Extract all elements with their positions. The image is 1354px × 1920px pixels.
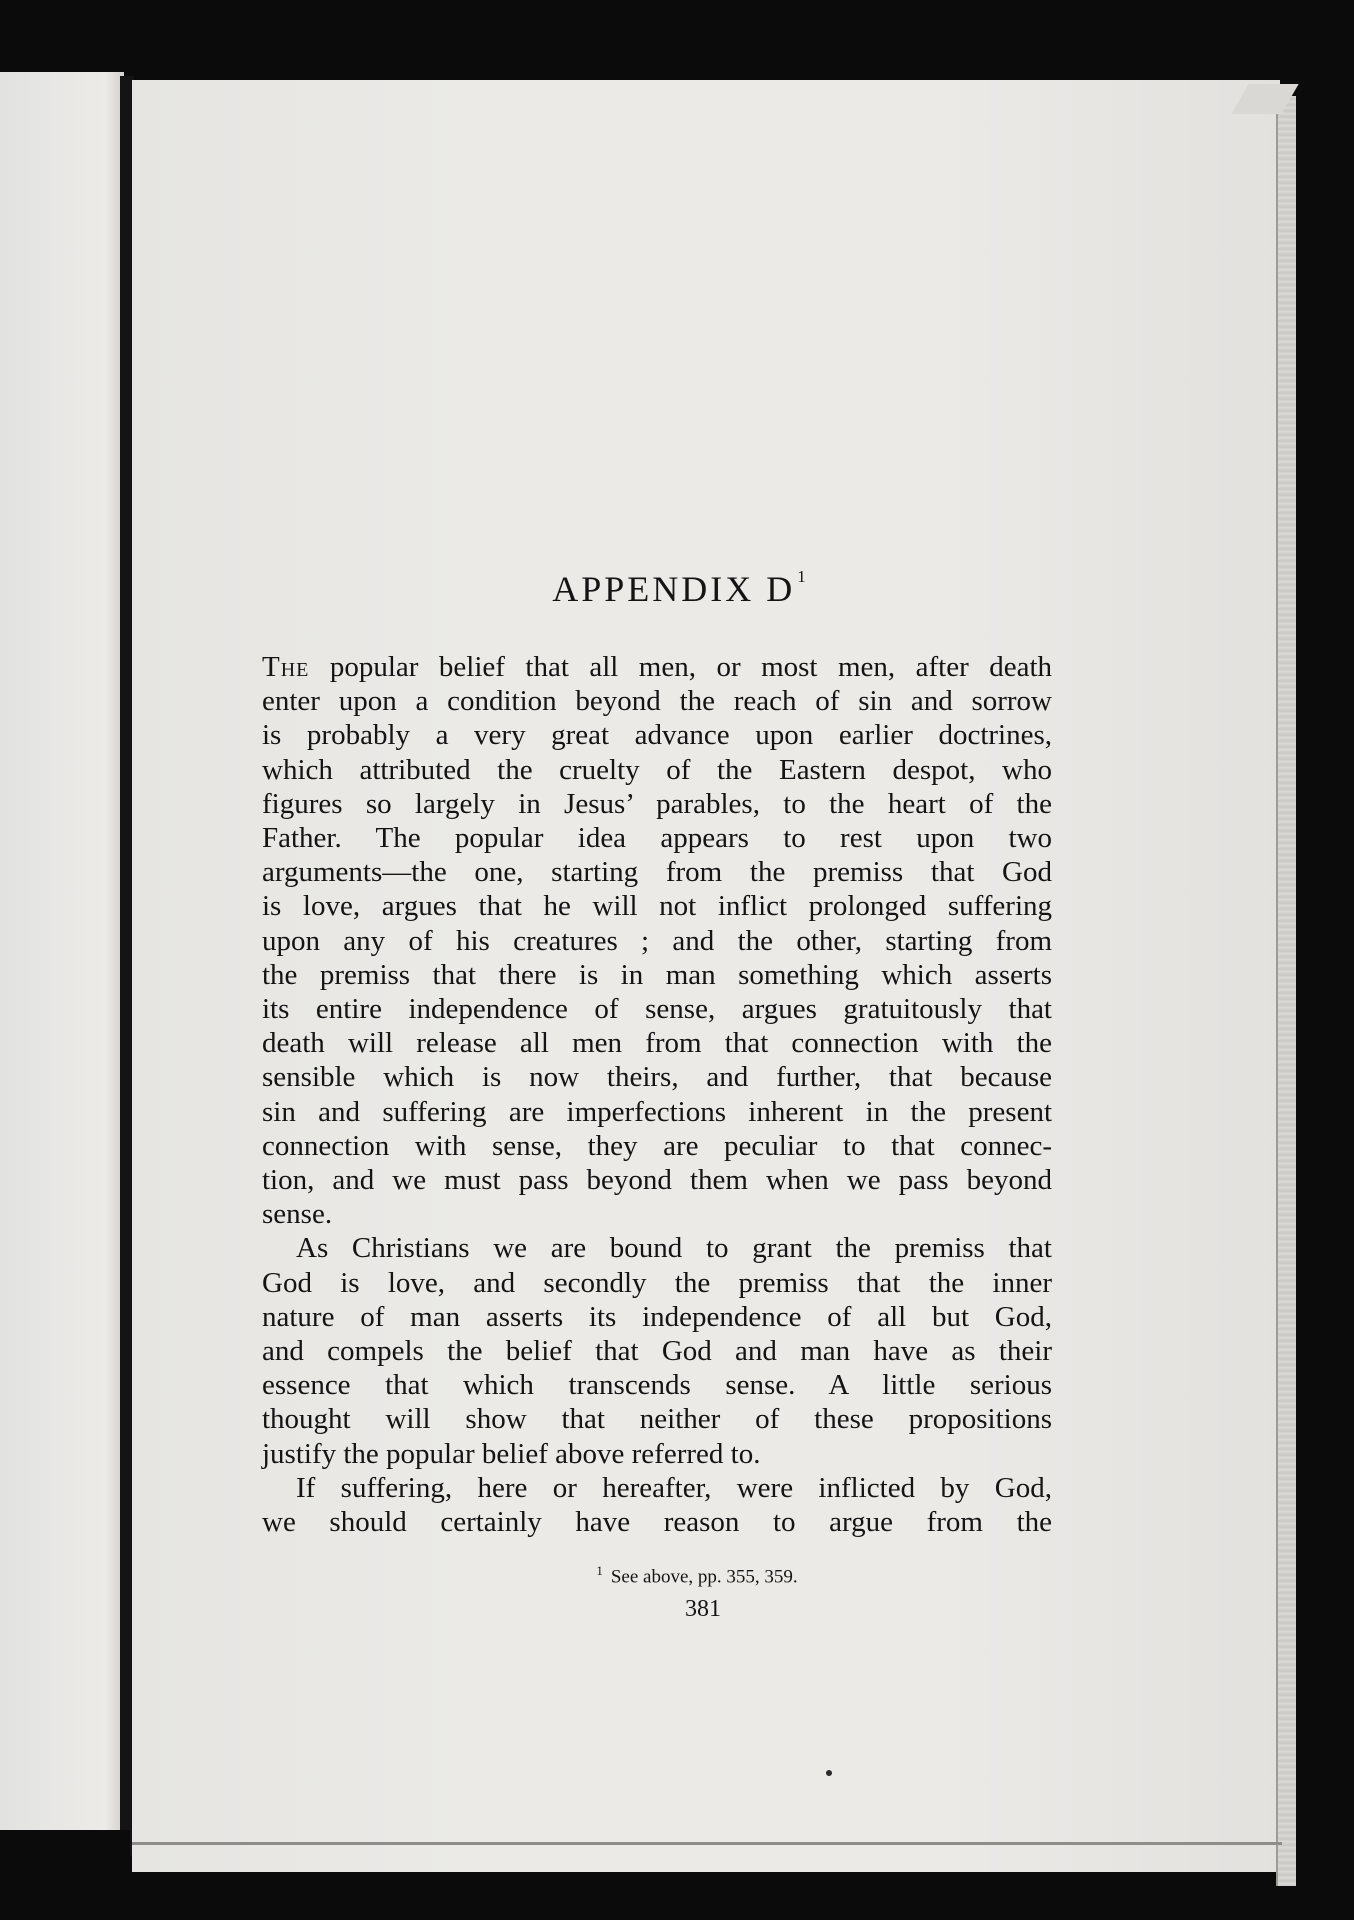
body-text: [262, 650, 1052, 1539]
text-line: enter upon a condition beyond the reach of sin and sorrow: [262, 685, 1052, 718]
text-line: its entire independence of sense, argues gratuitously that: [262, 993, 1052, 1026]
paragraph-2: [262, 1231, 1052, 1470]
scan-border: [0, 1830, 130, 1920]
page-number: 381: [685, 1596, 721, 1622]
text-line: Father. The popular idea appears to rest upon two: [262, 822, 1052, 855]
text-line: and compels the belief that God and man have as their: [262, 1335, 1052, 1368]
text-line: we should certainly have reason to argue from the: [262, 1506, 1052, 1539]
text-line: connection with sense, they are peculiar to that connec-: [262, 1129, 1052, 1162]
paragraph-lead-word: The: [262, 651, 310, 683]
text-line: If suffering, here or hereafter, were inflicted by God,: [296, 1471, 1052, 1504]
text-line: [262, 650, 1052, 684]
footnote-marker: 1: [596, 1563, 603, 1578]
text-line: God is love, and secondly the premiss that the inner: [262, 1266, 1052, 1299]
text-line: is probably a very great advance upon earlier doctrines,: [262, 719, 1052, 752]
text-line: death will release all men from that connection with the: [262, 1027, 1052, 1060]
text-line: is love, argues that he will not inflict prolonged suffering: [262, 890, 1052, 923]
appendix-heading: [0, 568, 1354, 610]
text-line: upon any of his creatures ; and the other, starting from: [262, 924, 1052, 957]
text-line: sensible which is now theirs, and further, that because: [262, 1061, 1052, 1094]
text-line: nature of man asserts its independence of all but God,: [262, 1300, 1052, 1333]
text-line: figures so largely in Jesus’ parables, to the heart of the: [262, 787, 1052, 820]
text-line: tion, and we must pass beyond them when we pass beyond: [262, 1164, 1052, 1197]
text-line: thought will show that neither of these propositions: [262, 1403, 1052, 1436]
text-line: sense.: [262, 1198, 333, 1231]
text-line: justify the popular belief above referred to.: [262, 1437, 761, 1470]
text-line: As Christians we are bound to grant the premiss that: [296, 1232, 1052, 1265]
text-line: essence that which transcends sense. A little serious: [262, 1369, 1052, 1402]
heading-footnote-marker: 1: [797, 567, 806, 586]
text-line: the premiss that there is in man something which asserts: [262, 958, 1052, 991]
text-line: arguments—the one, starting from the premiss that God: [262, 856, 1052, 889]
paragraph-3: [262, 1471, 1052, 1539]
text-line: sin and suffering are imperfections inherent in the present: [262, 1095, 1052, 1128]
appendix-title: APPENDIX D: [552, 569, 796, 609]
paragraph-1: [262, 650, 1052, 1231]
scan-speck: [826, 1770, 832, 1776]
footnote-text: See above, pp. 355, 359.: [610, 1566, 798, 1588]
page-edge-bottom: [132, 1842, 1282, 1845]
footnote: [0, 1563, 1354, 1588]
text-line-content: popular belief that all men, or most men, after death: [309, 651, 1052, 683]
text-line: which attributed the cruelty of the Eastern despot, who: [262, 753, 1052, 786]
